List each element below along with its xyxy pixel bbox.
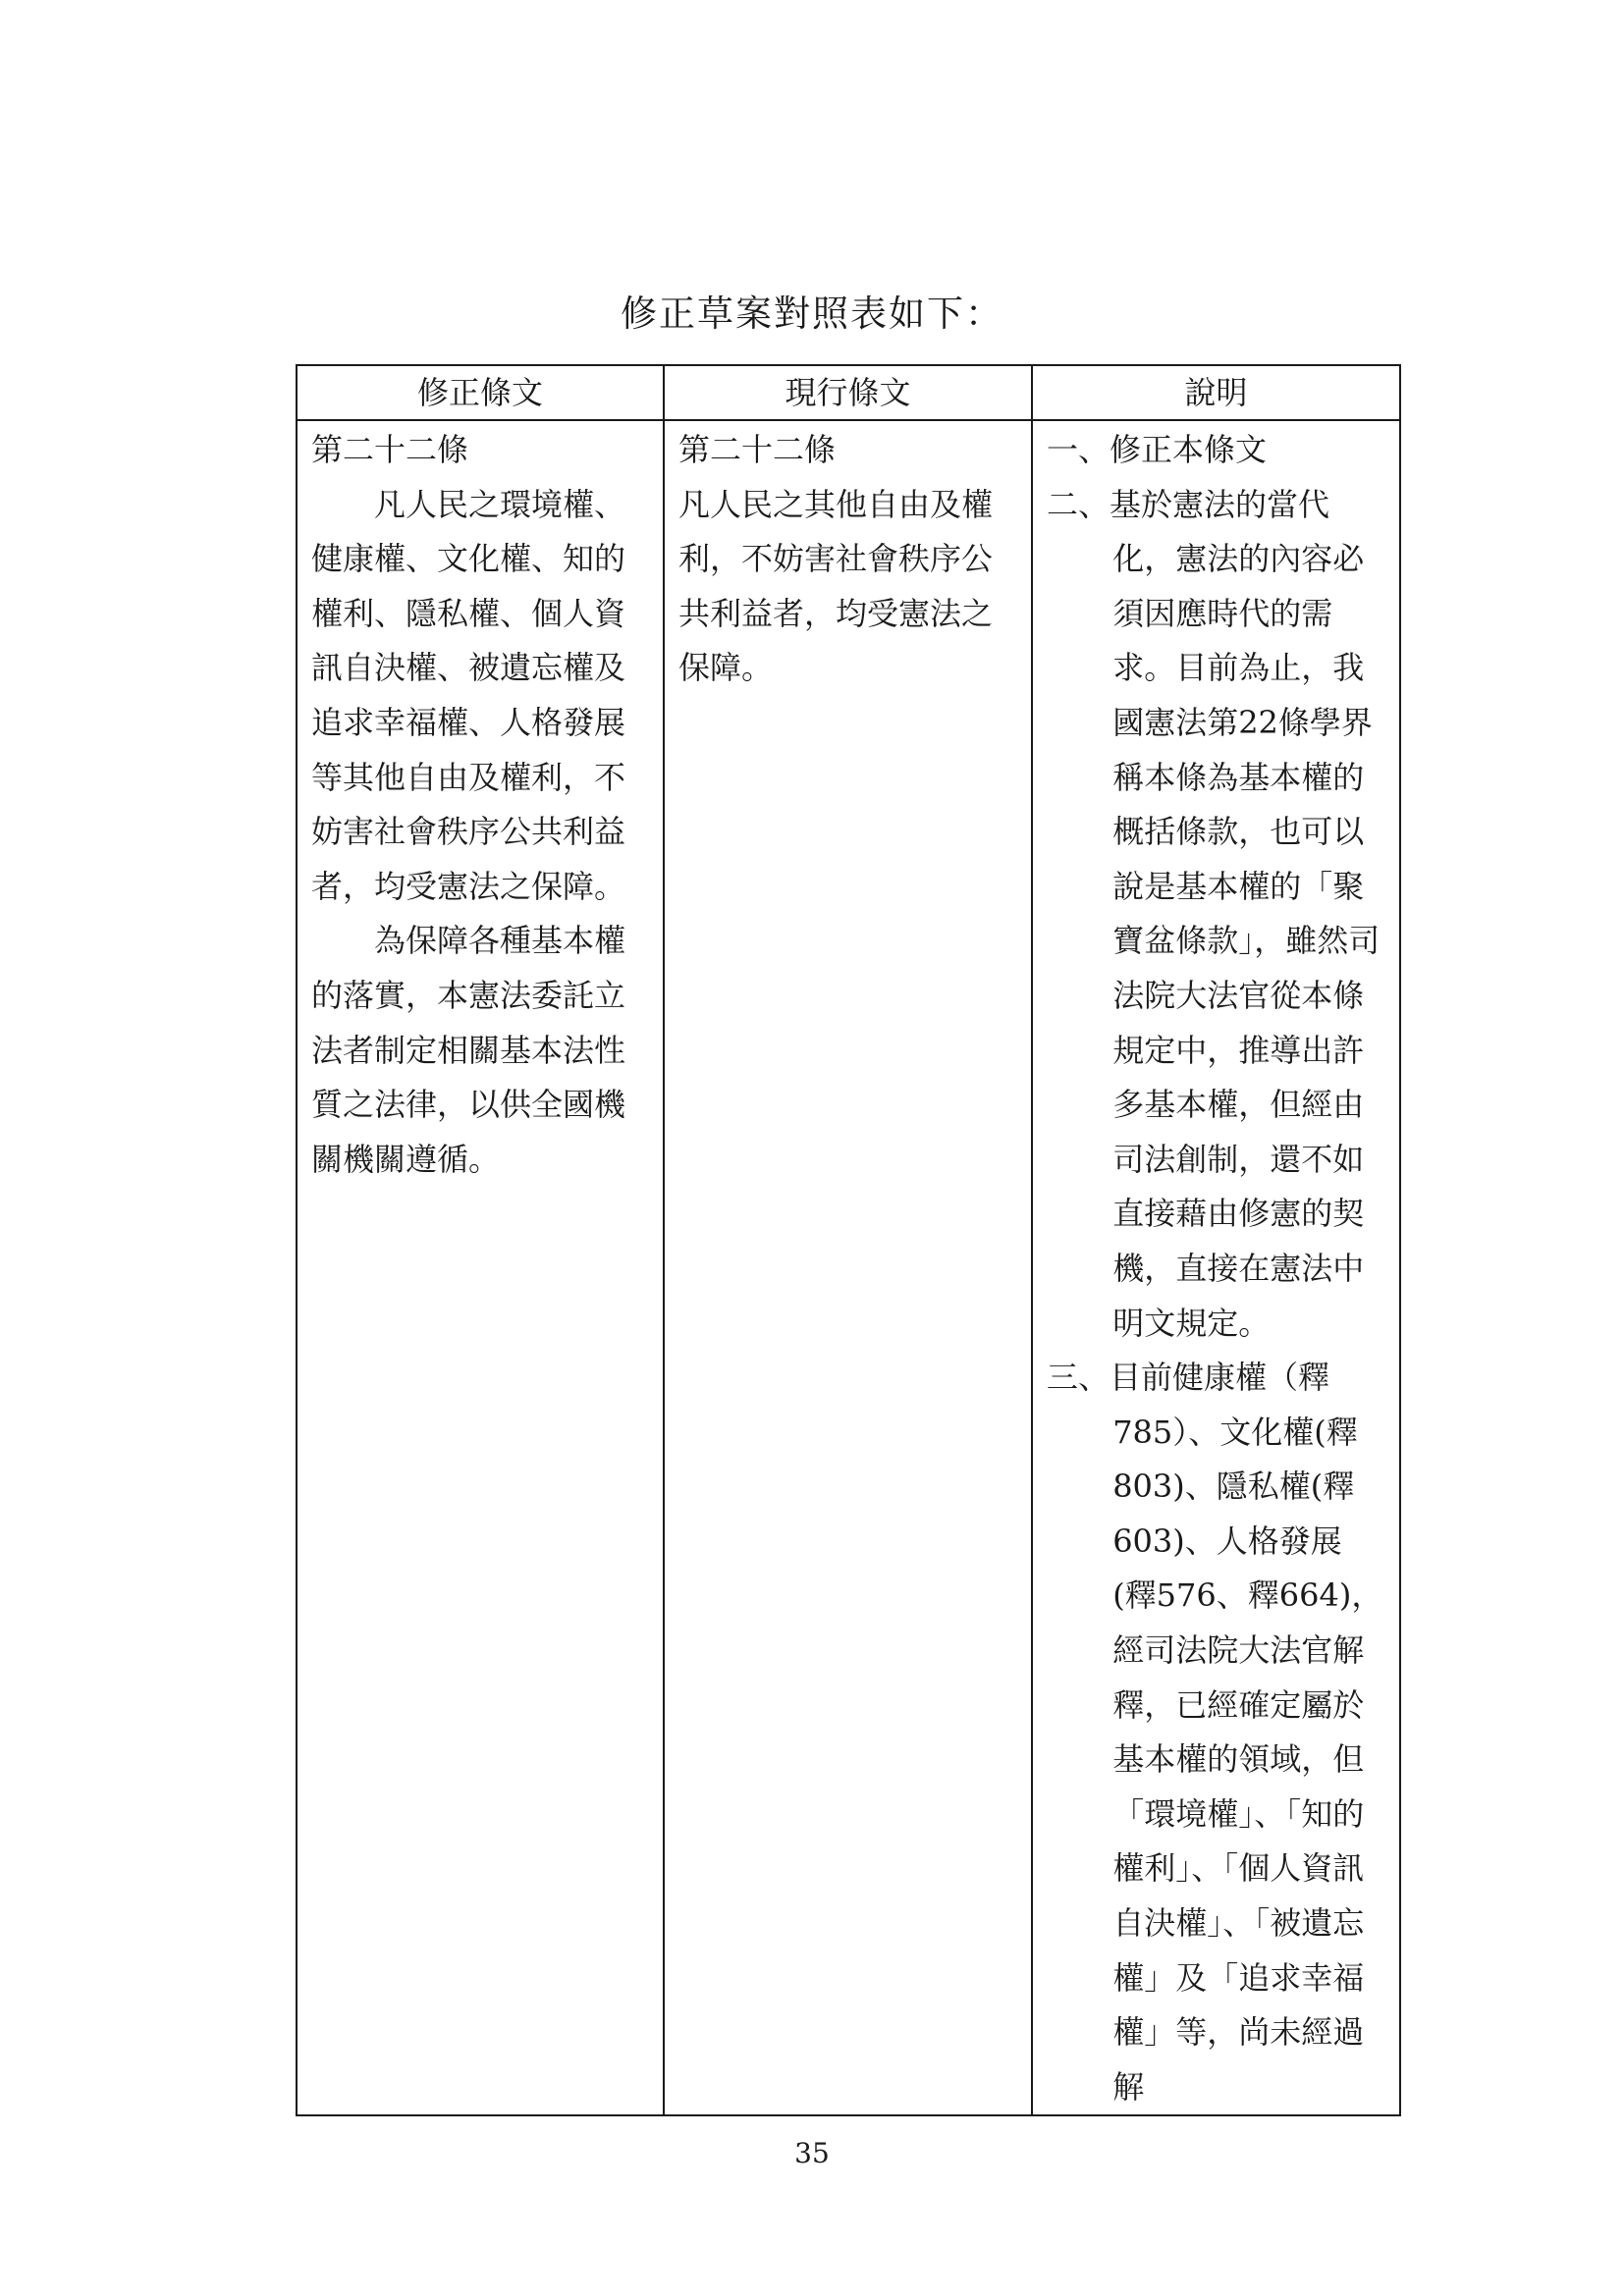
header-current: 現行條文 bbox=[664, 365, 1032, 420]
amended-paragraph-2: 為保障各種基本權的落實，本憲法委託立法者制定相關基本法性質之法律，以供全國機關機關遵循。 bbox=[311, 922, 626, 1178]
page-number: 35 bbox=[794, 2137, 830, 2169]
current-article: 第二十二條 bbox=[678, 431, 837, 468]
explanation-cell bbox=[1032, 420, 1400, 2115]
amended-article: 第二十二條 bbox=[311, 431, 469, 468]
current-cell bbox=[664, 420, 1032, 2115]
explanation-item-1: 一、修正本條文 bbox=[1047, 431, 1268, 468]
explanation-item-3: 三、目前健康權（釋785）、文化權(釋803)、隱私權(釋603)、人格發展(釋576、釋664)，經司法院大法官解釋，已經確定屬於基本權的領域，但「環境權」、「知的權利」、「個人資訊自決權」、「被遺忘權」及「追求幸福權」等，尚未經過解 bbox=[1047, 1359, 1383, 2106]
header-amended: 修正條文 bbox=[297, 365, 664, 420]
page-title: 修正草案對照表如下： bbox=[621, 293, 1003, 335]
explanation-item-2: 二、基於憲法的當代化，憲法的內容必須因應時代的需求。目前為止，我國憲法第22條學界稱本條為基本權的概括條款，也可以說是基本權的「聚寶盆條款」，雖然司法院大法官從本條規定中，推導出許多基本權，但經由司法創制，還不如直接藉由修憲的契機，直接在憲法中明文規定。 bbox=[1047, 485, 1380, 1342]
table-header-row bbox=[297, 365, 1400, 420]
current-text: 凡人民之其他自由及權利，不妨害社會秩序公共利益者，均受憲法之保障。 bbox=[678, 485, 994, 687]
table-row bbox=[297, 420, 1400, 2115]
amended-cell bbox=[297, 420, 664, 2115]
header-explanation: 說明 bbox=[1032, 365, 1400, 420]
amended-paragraph-1: 凡人民之環境權、健康權、文化權、知的權利、隱私權、個人資訊自決權、被遺忘權及追求幸福權、人格發展等其他自由及權利，不妨害社會秩序公共利益者，均受憲法之保障。 bbox=[311, 485, 626, 905]
comparison-table bbox=[296, 364, 1401, 2116]
